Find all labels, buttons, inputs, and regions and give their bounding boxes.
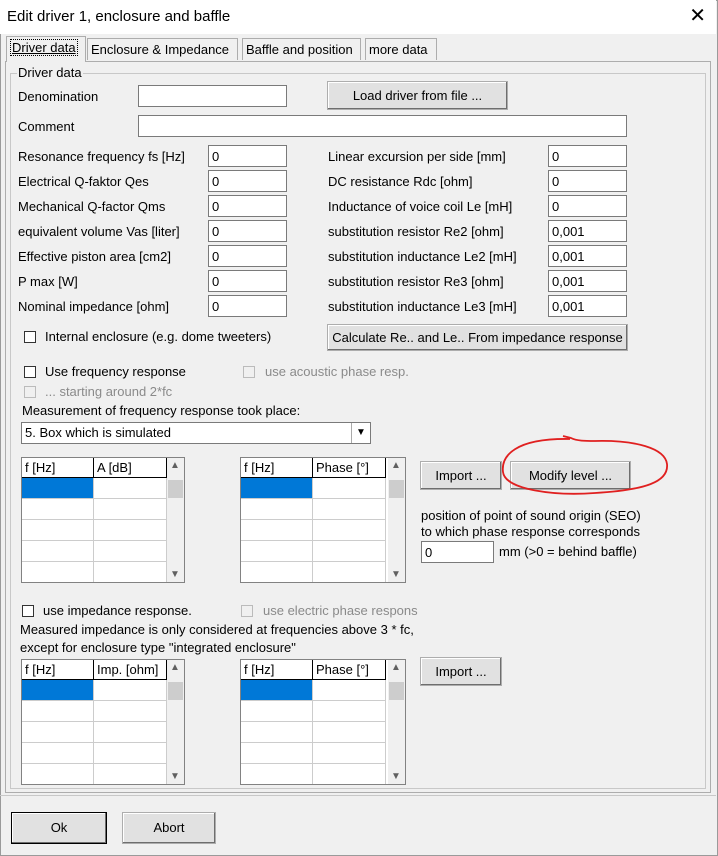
chevron-up-icon[interactable]: ▲ bbox=[391, 460, 401, 471]
grid-cell[interactable] bbox=[94, 743, 167, 764]
grid-cell-selected[interactable] bbox=[22, 478, 94, 499]
grid-cell[interactable] bbox=[241, 499, 313, 520]
grid-cell[interactable] bbox=[22, 743, 94, 764]
grid-scrollbar[interactable] bbox=[167, 458, 184, 582]
grid-header[interactable]: Imp. [ohm] bbox=[94, 660, 167, 680]
seo-text-line-1: position of point of sound origin (SEO) bbox=[421, 508, 641, 523]
chevron-up-icon[interactable]: ▲ bbox=[170, 662, 180, 673]
grid-header[interactable]: f [Hz] bbox=[241, 458, 313, 478]
le3-field[interactable] bbox=[548, 295, 627, 317]
grid-cell[interactable] bbox=[22, 562, 94, 583]
scroll-thumb[interactable] bbox=[389, 682, 404, 700]
grid-cell[interactable] bbox=[313, 722, 386, 743]
scroll-thumb[interactable] bbox=[168, 480, 183, 498]
title-bar bbox=[0, 0, 716, 34]
param-label: substitution resistor Re2 [ohm] bbox=[328, 224, 504, 239]
param-label: Effective piston area [cm2] bbox=[18, 249, 171, 264]
internal-enclosure-label: Internal enclosure (e.g. dome tweeters) bbox=[45, 329, 272, 344]
param-label: Inductance of voice coil Le [mH] bbox=[328, 199, 513, 214]
tab-label: Driver data bbox=[12, 40, 76, 55]
param-label: substitution inductance Le2 [mH] bbox=[328, 249, 517, 264]
grid-cell[interactable] bbox=[313, 680, 386, 701]
chevron-up-icon[interactable]: ▲ bbox=[391, 662, 401, 673]
seo-unit-label: mm (>0 = behind baffle) bbox=[499, 544, 637, 559]
use-acoustic-phase-checkbox[interactable] bbox=[243, 366, 255, 378]
impedance-grid[interactable] bbox=[21, 659, 185, 785]
window-title: Edit driver 1, enclosure and baffle bbox=[7, 8, 231, 25]
grid-header[interactable]: A [dB] bbox=[94, 458, 167, 478]
grid-cell[interactable] bbox=[313, 701, 386, 722]
measurement-label: Measurement of frequency response took place: bbox=[22, 403, 301, 418]
comment-label: Comment bbox=[18, 119, 75, 134]
grid-scrollbar[interactable] bbox=[388, 458, 405, 582]
grid-cell-selected[interactable] bbox=[22, 680, 94, 701]
grid-cell[interactable] bbox=[241, 764, 313, 785]
grid-cell[interactable] bbox=[94, 499, 167, 520]
grid-header[interactable]: f [Hz] bbox=[22, 458, 94, 478]
comment-field[interactable] bbox=[138, 115, 627, 137]
import-impedance-button[interactable]: Import ... bbox=[420, 657, 502, 686]
pmax-field[interactable] bbox=[208, 270, 287, 292]
grid-cell[interactable] bbox=[22, 722, 94, 743]
denomination-field[interactable] bbox=[138, 85, 287, 107]
grid-cell[interactable] bbox=[22, 764, 94, 785]
annotation-stroke bbox=[503, 436, 667, 494]
param-label: equivalent volume Vas [liter] bbox=[18, 224, 180, 239]
grid-cell[interactable] bbox=[22, 499, 94, 520]
grid-cell[interactable] bbox=[241, 562, 313, 583]
use-electric-phase-checkbox[interactable] bbox=[241, 605, 253, 617]
grid-cell[interactable] bbox=[241, 701, 313, 722]
bottom-separator bbox=[0, 795, 716, 796]
chevron-down-icon[interactable]: ▼ bbox=[391, 771, 401, 782]
tab-more-data[interactable]: more data bbox=[365, 38, 437, 60]
le2-field[interactable] bbox=[548, 245, 627, 267]
grid-cell[interactable] bbox=[241, 743, 313, 764]
chevron-down-icon[interactable]: ▼ bbox=[351, 423, 370, 443]
use-electric-phase-label: use electric phase respons bbox=[263, 603, 418, 618]
chevron-down-icon[interactable]: ▼ bbox=[391, 569, 401, 580]
grid-cell-selected[interactable] bbox=[241, 680, 313, 701]
grid-cell[interactable] bbox=[22, 541, 94, 562]
phase-response-grid[interactable] bbox=[240, 457, 406, 583]
param-label: Mechanical Q-factor Qms bbox=[18, 199, 166, 214]
starting-around-checkbox[interactable] bbox=[24, 386, 36, 398]
grid-cell[interactable] bbox=[241, 722, 313, 743]
re3-field[interactable] bbox=[548, 270, 627, 292]
calculate-re-le-button[interactable]: Calculate Re.. and Le.. From impedance response bbox=[327, 324, 628, 351]
grid-cell[interactable] bbox=[313, 743, 386, 764]
group-label: Driver data bbox=[18, 65, 82, 80]
grid-header[interactable]: Phase [°] bbox=[313, 660, 386, 680]
grid-cell[interactable] bbox=[241, 541, 313, 562]
use-frequency-response-checkbox[interactable] bbox=[24, 366, 36, 378]
ok-button[interactable]: Ok bbox=[11, 812, 107, 844]
param-label: DC resistance Rdc [ohm] bbox=[328, 174, 473, 189]
grid-cell-selected[interactable] bbox=[241, 478, 313, 499]
qms-field[interactable] bbox=[208, 195, 287, 217]
measurement-selected-value: 5. Box which is simulated bbox=[25, 425, 171, 440]
param-label: Nominal impedance [ohm] bbox=[18, 299, 170, 314]
load-driver-button[interactable]: Load driver from file ... bbox=[327, 81, 508, 110]
use-impedance-checkbox[interactable] bbox=[22, 605, 34, 617]
close-icon[interactable]: ✕ bbox=[689, 5, 706, 27]
grid-header[interactable]: f [Hz] bbox=[241, 660, 313, 680]
internal-enclosure-checkbox[interactable] bbox=[24, 331, 36, 343]
grid-cell[interactable] bbox=[313, 562, 386, 583]
use-impedance-label: use impedance response. bbox=[43, 603, 192, 618]
chevron-down-icon[interactable]: ▼ bbox=[170, 569, 180, 580]
grid-cell[interactable] bbox=[94, 541, 167, 562]
highlight-circle-annotation bbox=[495, 432, 673, 500]
chevron-up-icon[interactable]: ▲ bbox=[170, 460, 180, 471]
grid-cell[interactable] bbox=[94, 764, 167, 785]
grid-scrollbar[interactable] bbox=[388, 660, 405, 784]
grid-cell[interactable] bbox=[313, 520, 386, 541]
measurement-select[interactable] bbox=[21, 422, 371, 444]
denomination-label: Denomination bbox=[18, 89, 99, 104]
grid-cell[interactable] bbox=[313, 764, 386, 785]
chevron-down-icon[interactable]: ▼ bbox=[170, 771, 180, 782]
grid-cell[interactable] bbox=[241, 520, 313, 541]
param-label: Linear excursion per side [mm] bbox=[328, 149, 506, 164]
le-field[interactable] bbox=[548, 195, 627, 217]
modify-level-button[interactable]: Modify level ... bbox=[510, 461, 631, 490]
seo-text-line-2: to which phase response corresponds bbox=[421, 524, 640, 539]
frequency-response-grid[interactable] bbox=[21, 457, 185, 583]
abort-button[interactable]: Abort bbox=[122, 812, 216, 844]
scroll-thumb[interactable] bbox=[168, 682, 183, 700]
param-label: P max [W] bbox=[18, 274, 78, 289]
qes-field[interactable] bbox=[208, 170, 287, 192]
grid-cell[interactable] bbox=[313, 499, 386, 520]
rdc-field[interactable] bbox=[548, 170, 627, 192]
piston-area-field[interactable] bbox=[208, 245, 287, 267]
param-label: Electrical Q-faktor Qes bbox=[18, 174, 149, 189]
seo-position-field[interactable] bbox=[421, 541, 494, 563]
re2-field[interactable] bbox=[548, 220, 627, 242]
grid-cell[interactable] bbox=[313, 478, 386, 499]
grid-cell[interactable] bbox=[22, 520, 94, 541]
scroll-thumb[interactable] bbox=[389, 480, 404, 498]
grid-cell[interactable] bbox=[94, 722, 167, 743]
param-label: substitution inductance Le3 [mH] bbox=[328, 299, 517, 314]
grid-cell[interactable] bbox=[313, 541, 386, 562]
vas-field[interactable] bbox=[208, 220, 287, 242]
use-acoustic-phase-label: use acoustic phase resp. bbox=[265, 364, 409, 379]
grid-cell[interactable] bbox=[94, 680, 167, 701]
nominal-impedance-field[interactable] bbox=[208, 295, 287, 317]
use-frequency-response-label: Use frequency response bbox=[45, 364, 186, 379]
import-frequency-button[interactable]: Import ... bbox=[420, 461, 502, 490]
impedance-note-line-2: except for enclosure type "integrated enclosure" bbox=[20, 640, 296, 655]
tab-driver-data[interactable] bbox=[6, 36, 86, 62]
grid-cell[interactable] bbox=[94, 478, 167, 499]
grid-scrollbar[interactable] bbox=[167, 660, 184, 784]
impedance-note-line-1: Measured impedance is only considered at frequencies above 3 * fc, bbox=[20, 622, 414, 637]
starting-around-label: ... starting around 2*fc bbox=[45, 384, 173, 399]
tab-baffle-position[interactable]: Baffle and position bbox=[242, 38, 361, 60]
grid-cell[interactable] bbox=[94, 520, 167, 541]
grid-cell[interactable] bbox=[22, 701, 94, 722]
param-label: substitution resistor Re3 [ohm] bbox=[328, 274, 504, 289]
grid-header[interactable]: Phase [°] bbox=[313, 458, 386, 478]
tab-enclosure-impedance[interactable]: Enclosure & Impedance bbox=[87, 38, 238, 60]
grid-cell[interactable] bbox=[94, 562, 167, 583]
grid-header[interactable]: f [Hz] bbox=[22, 660, 94, 680]
xmax-field[interactable] bbox=[548, 145, 627, 167]
impedance-phase-grid[interactable] bbox=[240, 659, 406, 785]
grid-cell[interactable] bbox=[94, 701, 167, 722]
fs-field[interactable] bbox=[208, 145, 287, 167]
param-label: Resonance frequency fs [Hz] bbox=[18, 149, 185, 164]
